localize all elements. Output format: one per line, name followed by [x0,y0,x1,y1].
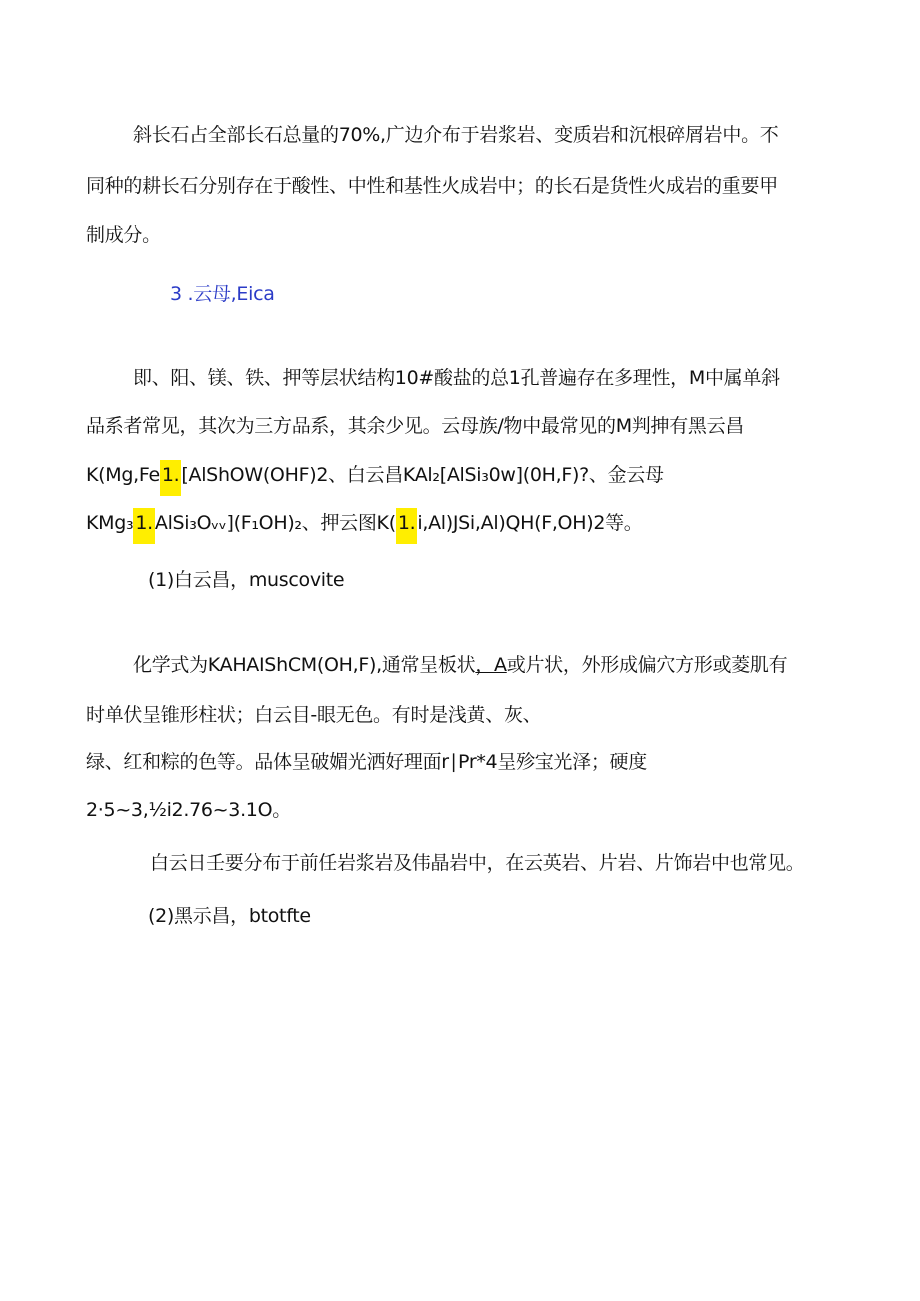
paragraph-2-line-1: 即、阳、镁、铁、押等层状结构10#酸盐的总1孔普遍存在多理性，M中属单斜 [133,367,780,389]
paragraph-3-line-2: 时单伏呈锥形柱状；白云目-眼无色。有时是浅黄、灰、 [86,704,542,726]
paragraph-1-line-3: 制成分。 [86,224,161,246]
highlight-mark: 1. [160,460,182,496]
paragraph-1-line-2: 同种的耕长石分别存在于酸性、中性和基性火成岩中；的长石是货性火成岩的重要甲 [86,175,778,197]
shape-description-text: 或片状，外形成偏穴方形或菱肌有 [506,654,788,676]
paragraph-1-line-1: 斜长石占全部长石总量的70%,广边介布于岩浆岩、变质岩和沉根碎屑岩中。不 [133,124,779,146]
underlined-text: ，A [475,654,507,676]
paragraph-3-line-1 [133,652,787,678]
chemical-formula-text: 化学式为KAHAIShCM(OH,F),通常呈板状 [133,654,476,676]
formula-biotite: K(Mg,Fe [86,464,160,486]
formula-muscovite-phlogopite: [AlShOW(OHF)2、白云昌KAl₂[AlSi₃0w](0H,F)?、金云母 [181,464,664,486]
paragraph-2-line-3 [86,462,664,488]
subheading-biotite: (2)黑示昌，btotfte [148,905,311,927]
formula-phlogopite: KMg₃ [86,512,134,534]
subheading-muscovite: (1)白云昌，muscovite [148,569,345,591]
highlight-mark: 1. [133,508,155,544]
paragraph-2-line-2: 品系者常见，其次为三方品系，其余少见。云母族/物中最常见的M判抻有黑云昌 [86,415,744,437]
paragraph-3-line-4: 2·5~3,½i2.76~3.1O。 [86,799,291,821]
section-heading-mica: 3 .云母,Eica [170,283,275,305]
paragraph-4: 白云日壬要分布于前任岩浆岩及伟晶岩中，在云英岩、片岩、片饰岩中也常见。 [150,852,805,874]
formula-lepidolite: AlSi₃Oᵥᵥ](F₁OH)₂、押云图K( [154,512,396,534]
formula-tail: i,Al)JSi,Al)QH(F,OH)2等。 [417,512,643,534]
paragraph-3-line-3: 绿、红和粽的色等。品体呈破媚光洒好理面r∣Pr*4呈殄宝光泽；硬度 [86,751,647,773]
highlight-mark: 1. [396,508,418,544]
paragraph-2-line-4 [86,510,643,536]
